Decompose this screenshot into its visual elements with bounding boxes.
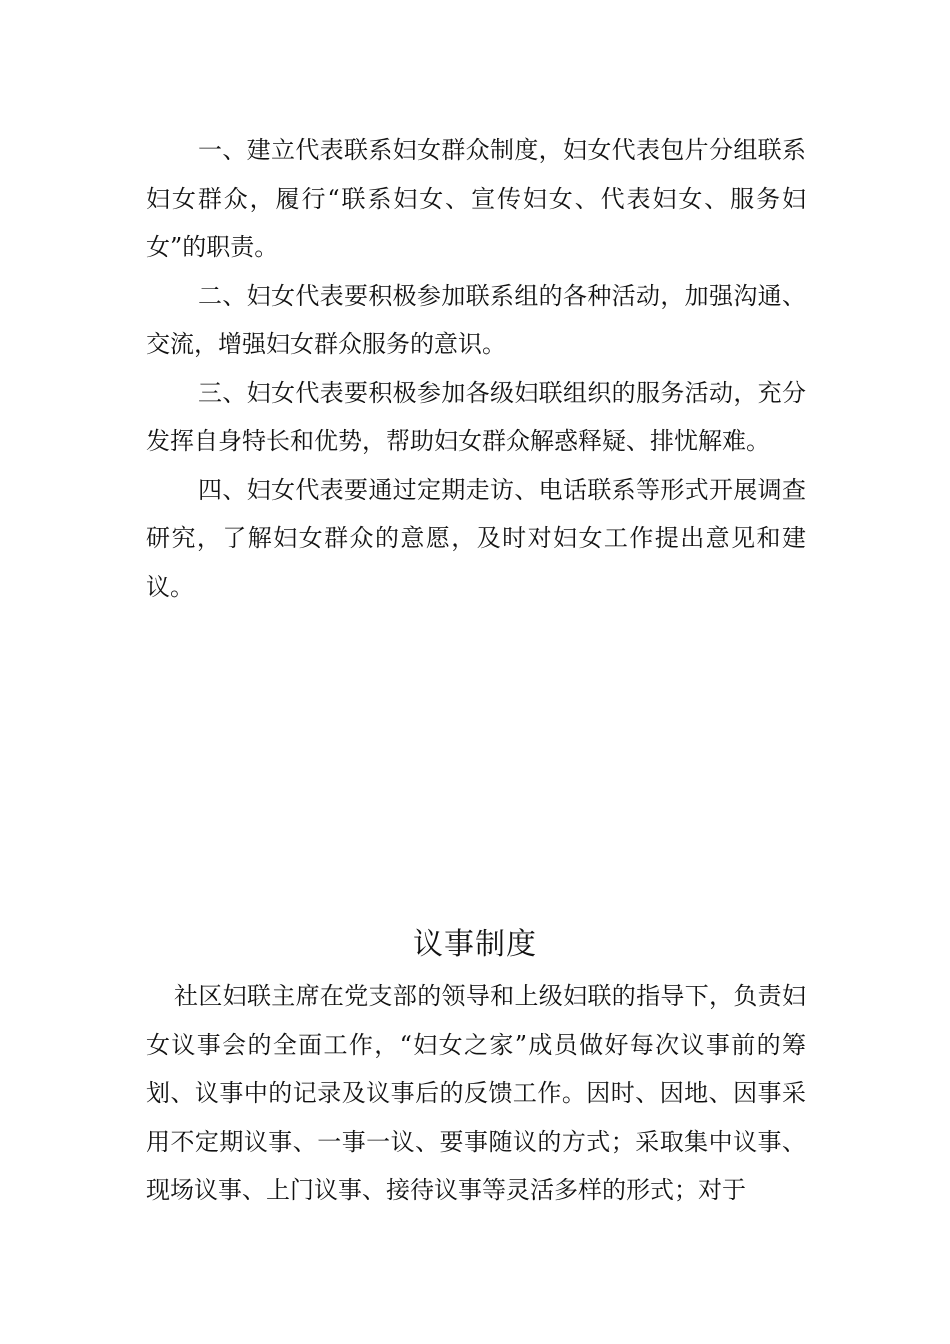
section-body-paragraph: 社区妇联主席在党支部的领导和上级妇联的指导下，负责妇女议事会的全面工作，“妇女之家”成员做好每次议事前的筹划、议事中的记录及议事后的反馈工作。因时、因地、因事采用不定期议事、一事一议、要事随议的方式；采取集中议事、现场议事、上门议事、接待议事等灵活多样的形式；对于 [146, 982, 806, 1204]
rule-paragraph-1: 一、建立代表联系妇女群众制度，妇女代表包片分组联系妇女群众，履行“联系妇女、宣传妇女、代表妇女、服务妇女”的职责。 [146, 136, 806, 261]
rules-list [146, 126, 806, 611]
section-body [146, 972, 806, 1215]
rule-paragraph-2: 二、妇女代表要积极参加联系组的各种活动，加强沟通、交流，增强妇女群众服务的意识。 [146, 281, 806, 358]
section-title: 议事制度 [413, 927, 537, 962]
rule-paragraph-3: 三、妇女代表要积极参加各级妇联组织的服务活动，充分发挥自身特长和优势，帮助妇女群众解惑释疑、排忧解难。 [146, 378, 806, 455]
rule-paragraph-4: 四、妇女代表要通过定期走访、电话联系等形式开展调查研究，了解妇女群众的意愿，及时对妇女工作提出意见和建议。 [146, 475, 806, 601]
